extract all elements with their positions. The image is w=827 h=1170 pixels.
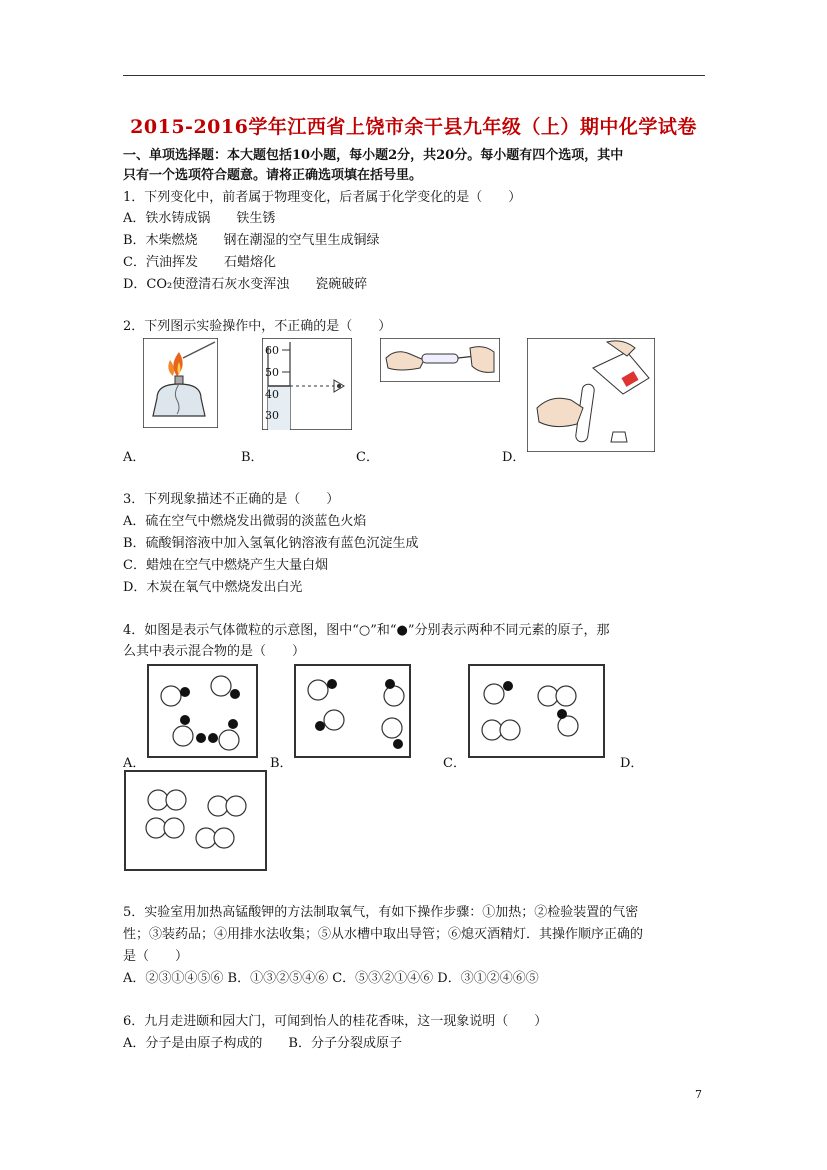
- q6-stem: 6．九月走进颐和园大门，可闻到怡人的桂花香味，这一现象说明（ ）: [123, 1014, 548, 1029]
- q1-stem: 1．下列变化中，前者属于物理变化，后者属于化学变化的是（ ）: [123, 190, 522, 205]
- q3-option-a: A．硫在空气中燃烧发出微弱的淡蓝色火焰: [123, 514, 367, 529]
- q3-option-b: B．硫酸铜溶液中加入氢氧化钠溶液有蓝色沉淀生成: [123, 536, 419, 551]
- section-heading-line2: 只有一个选项符合题意。请将正确选项填在括号里。: [123, 168, 423, 183]
- q3-stem: 3．下列现象描述不正确的是（ ）: [123, 492, 340, 507]
- pouring-liquid-figure: [527, 338, 655, 452]
- page-title: 2015-2016学年江西省上饶市余干县九年级（上）期中化学试卷: [130, 116, 697, 138]
- q2-label-c: C．: [356, 450, 379, 465]
- particle-box-a: [147, 664, 261, 762]
- q4-label-d: D．: [620, 756, 644, 771]
- header-rule: [123, 75, 705, 76]
- q4-stem-line1: 4．如图是表示气体微粒的示意图，图中“○”和“●”分别表示两种不同元素的原子，那: [123, 623, 610, 638]
- tick-30: 30: [265, 409, 279, 422]
- q1-option-d: D．CO₂使澄清石灰水变浑浊 瓷碗破碎: [123, 277, 368, 292]
- q4-label-c: C．: [443, 756, 466, 771]
- q5-options: A．②③①④⑤⑥ B．①③②⑤④⑥ C．⑤③②①④⑥ D．③①②④⑥⑤: [123, 971, 539, 986]
- particle-box-c: [468, 664, 608, 762]
- q3-option-d: D．木炭在氧气中燃烧发出白光: [123, 580, 303, 595]
- alcohol-lamp-figure: [143, 338, 218, 428]
- q4-stem-line2: 么其中表示混合物的是（ ）: [123, 644, 306, 659]
- tick-50: 50: [265, 366, 279, 379]
- particle-box-b: [294, 664, 414, 762]
- q2-label-a: A．: [123, 450, 146, 465]
- q5-stem-line3: 是（ ）: [123, 949, 189, 964]
- q4-label-a: A．: [123, 756, 146, 771]
- test-tube-hands-figure: [380, 338, 500, 382]
- q2-label-b: B．: [241, 450, 264, 465]
- q5-stem-line1: 5．实验室用加热高锰酸钾的方法制取氧气，有如下操作步骤：①加热；②检验装置的气密: [123, 905, 639, 920]
- q1-option-a: A．铁水铸成锅 铁生锈: [123, 211, 276, 226]
- q4-label-b: B．: [270, 756, 293, 771]
- q2-label-d: D．: [502, 450, 526, 465]
- tick-60: 60: [265, 344, 279, 357]
- tick-40: 40: [265, 388, 279, 401]
- section-heading-line1: 一、单项选择题：本大题包括10小题，每小题2分，共20分。每小题有四个选项，其中: [123, 148, 624, 163]
- q1-option-c: C．汽油挥发 石蜡熔化: [123, 255, 276, 270]
- q3-option-c: C．蜡烛在空气中燃烧产生大量白烟: [123, 558, 328, 573]
- particle-box-d: [124, 770, 270, 874]
- q5-stem-line2: 性；③装药品；④用排水法收集；⑤从水槽中取出导管；⑥熄灭酒精灯．其操作顺序正确的: [123, 927, 644, 942]
- q6-options-ab: A．分子是由原子构成的 B．分子分裂成原子: [123, 1036, 402, 1051]
- q2-stem: 2．下列图示实验操作中，不正确的是（ ）: [123, 319, 392, 334]
- page-number: 7: [695, 1088, 702, 1101]
- q1-option-b: B．木柴燃烧 钢在潮湿的空气里生成铜绿: [123, 233, 380, 248]
